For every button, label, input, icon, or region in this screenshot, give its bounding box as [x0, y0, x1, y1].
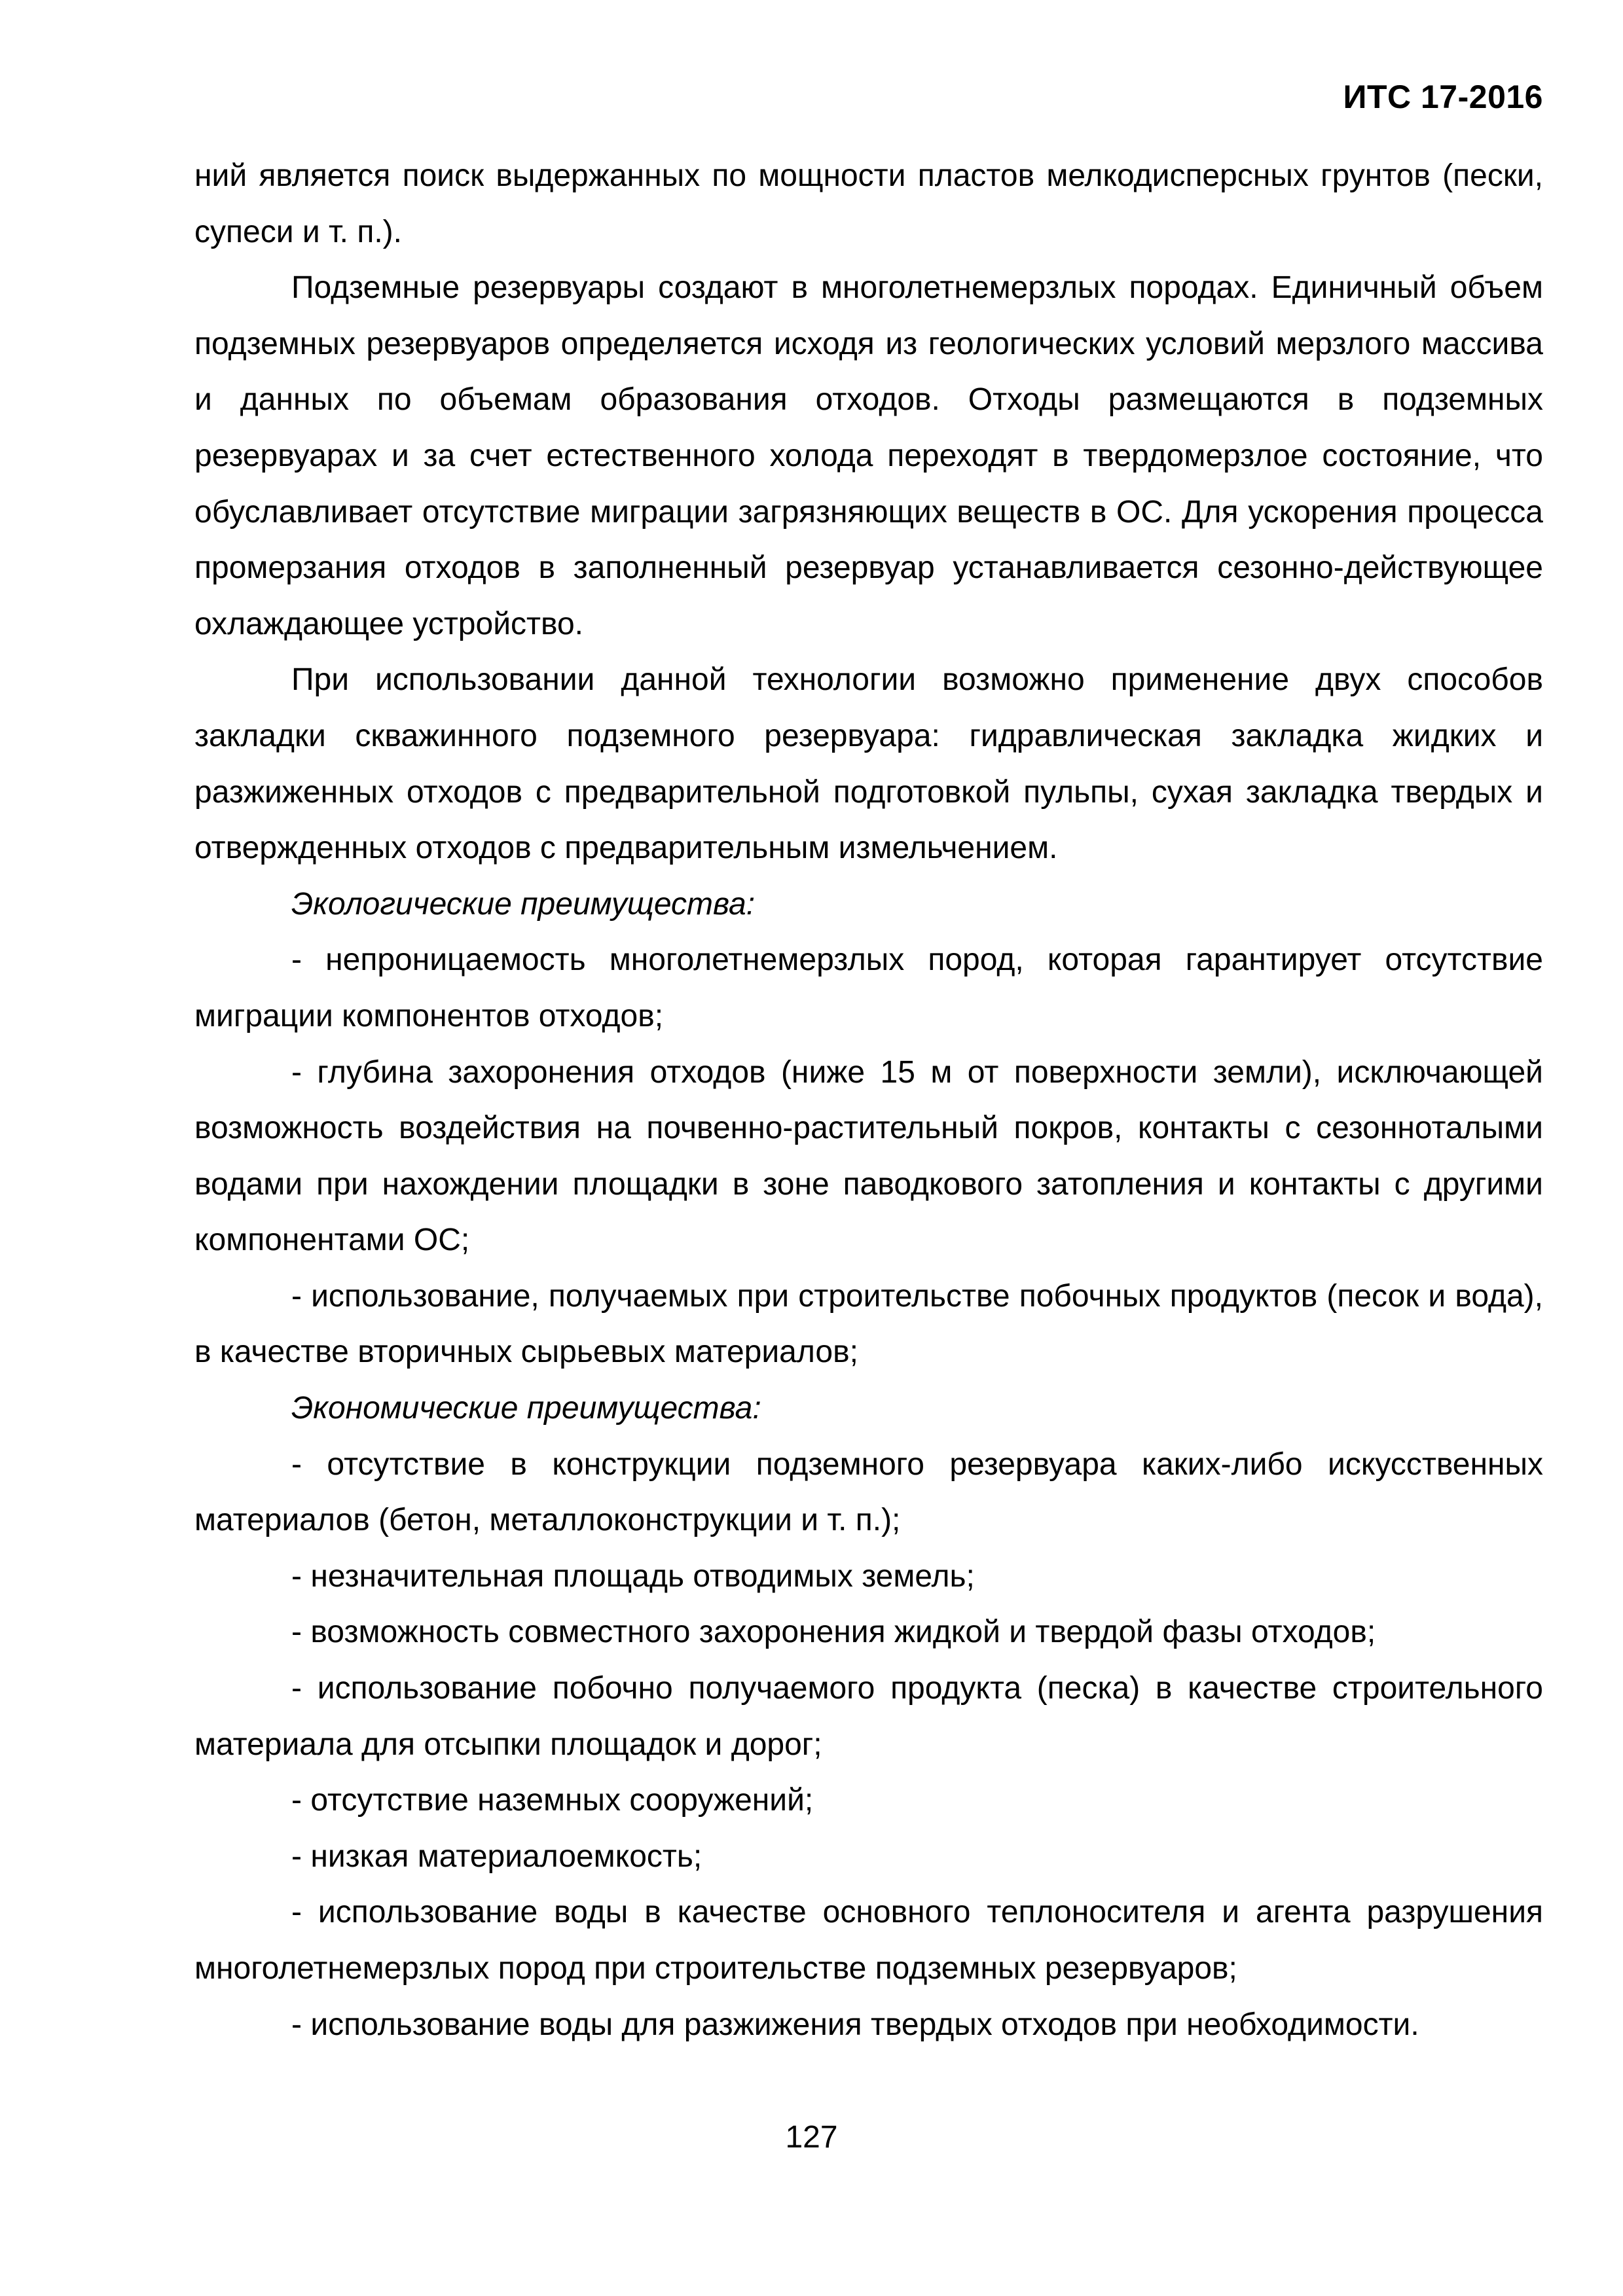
economic-advantage-item: - незначительная площадь отводимых земель; [291, 1558, 975, 1594]
continued-paragraph: ний является поиск выдержанных по мощности пластов мелкодисперсных грунтов (пески, супеси и т. п.). [194, 158, 1543, 249]
paragraph-underground-reservoirs: Подземные резервуары создают в многолетнемерзлых породах. Единичный объем подземных резервуаров определяется исходя из геологических условий мерзлого массива и данных по объемам образования отходов. Отходы размещаются в подземных резервуарах и за счет естественного холода переходят в твердомерзлое состояние, что обуславливает отсутствие миграции загрязняющих веществ в ОС. Для ускорения процесса промерзания отходов в заполненный резервуар устанавливается сезонно-действующее охлаждающее устройство. [194, 270, 1543, 641]
document-id-header: ИТС 17-2016 [1343, 79, 1543, 115]
ecological-advantage-item: - использование, получаемых при строительстве побочных продуктов (песок и вода), в качестве вторичных сырьевых материалов; [194, 1278, 1543, 1370]
ecological-advantages-heading: Экологические преимущества: [291, 886, 756, 922]
economic-advantage-item: - использование воды в качестве основного теплоносителя и агента разрушения многолетнемерзлых пород при строительстве подземных резервуаров; [194, 1895, 1543, 1986]
ecological-advantage-item: - глубина захоронения отходов (ниже 15 м от поверхности земли), исключающей возможность воздействия на почвенно-растительный покров, контакты с сезонноталыми водами при нахождении площадки в зоне паводкового затопления и контакты с другими компонентами ОС; [194, 1054, 1543, 1258]
page-number: 127 [785, 2120, 838, 2155]
economic-advantage-item: - использование побочно получаемого продукта (песка) в качестве строительного материала для отсыпки площадок и дорог; [194, 1671, 1543, 1762]
economic-advantages-heading: Экономические преимущества: [291, 1391, 761, 1426]
economic-advantage-item: - использование воды для разжижения твердых отходов при необходимости. [291, 2007, 1419, 2042]
economic-advantage-item: - отсутствие наземных сооружений; [291, 1783, 814, 1818]
economic-advantage-item: - отсутствие в конструкции подземного резервуара каких-либо искусственных материалов (бетон, металлоконструкции и т. п.); [194, 1446, 1543, 1538]
economic-advantage-item: - возможность совместного захоронения жидкой и твердой фазы отходов; [291, 1615, 1376, 1650]
ecological-advantage-item: - непроницаемость многолетнемерзлых пород, которая гарантирует отсутствие миграции компонентов отходов; [194, 942, 1543, 1033]
document-body [194, 148, 1543, 2053]
paragraph-filling-methods: При использовании данной технологии возможно применение двух способов закладки скважинного подземного резервуара: гидравлическая закладка жидких и разжиженных отходов с предварительной подготовкой пульпы, сухая закладка твердых и отвержденных отходов с предварительным измельчением. [194, 662, 1543, 866]
economic-advantage-item: - низкая материалоемкость; [291, 1839, 702, 1874]
